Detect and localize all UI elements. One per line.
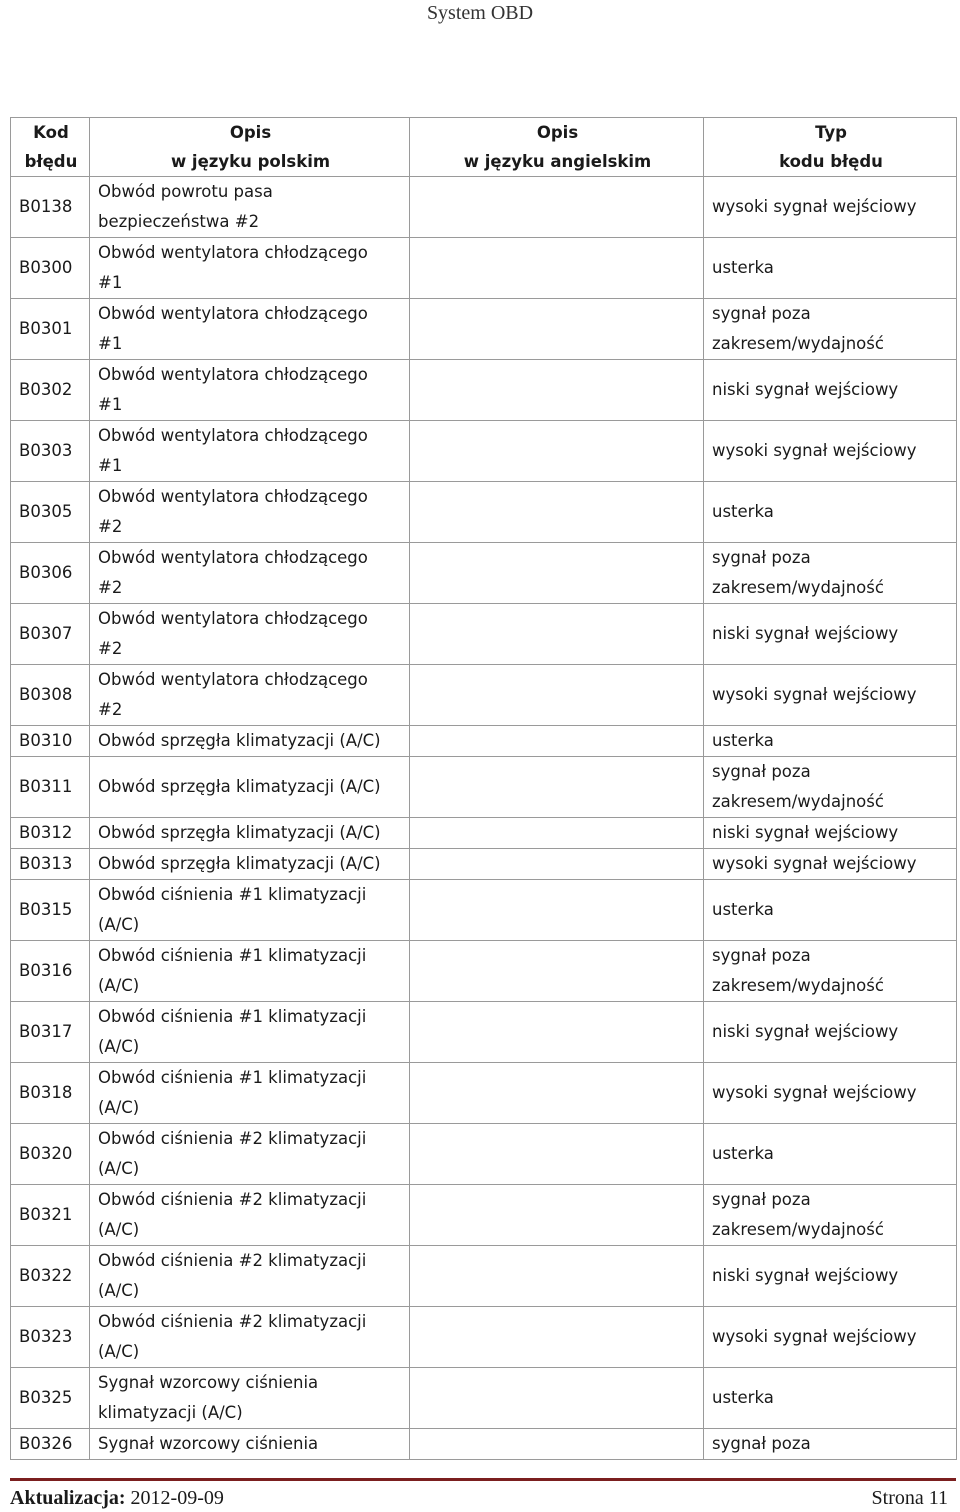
cell-error-type: niski sygnał wejściowy bbox=[704, 1246, 957, 1307]
table-row bbox=[11, 299, 957, 360]
table-row bbox=[11, 604, 957, 665]
cell-description-en bbox=[410, 818, 704, 849]
cell-error-type: wysoki sygnał wejściowy bbox=[704, 1063, 957, 1124]
header-pl-line2: w języku polskim bbox=[170, 152, 331, 171]
cell-code: B0300 bbox=[11, 238, 90, 299]
cell-description-en bbox=[410, 665, 704, 726]
cell-description-en bbox=[410, 1002, 704, 1063]
table-row bbox=[11, 1185, 957, 1246]
table-row bbox=[11, 726, 957, 757]
cell-description-en bbox=[410, 299, 704, 360]
cell-description-en bbox=[410, 1368, 704, 1429]
footer-page-number: Strona 11 bbox=[871, 1487, 948, 1509]
table-row bbox=[11, 818, 957, 849]
footer-update-label: Aktualizacja: bbox=[10, 1487, 126, 1509]
cell-description-pl: Obwód wentylatora chłodzącego #2 bbox=[90, 482, 410, 543]
header-description-en bbox=[410, 118, 704, 177]
cell-error-type: niski sygnał wejściowy bbox=[704, 818, 957, 849]
header-en-line2: w języku angielskim bbox=[463, 152, 652, 171]
table-row bbox=[11, 757, 957, 818]
cell-error-type: wysoki sygnał wejściowy bbox=[704, 1307, 957, 1368]
cell-description-en bbox=[410, 177, 704, 238]
cell-error-type: sygnał poza zakresem/wydajność bbox=[704, 941, 957, 1002]
cell-description-en bbox=[410, 360, 704, 421]
header-description-pl bbox=[90, 118, 410, 177]
cell-description-pl: Obwód ciśnienia #2 klimatyzacji (A/C) bbox=[90, 1307, 410, 1368]
cell-description-en bbox=[410, 1429, 704, 1460]
header-code-line1: Kod bbox=[33, 123, 69, 142]
cell-description-pl: Obwód ciśnienia #1 klimatyzacji (A/C) bbox=[90, 880, 410, 941]
cell-description-pl: Sygnał wzorcowy ciśnienia bbox=[90, 1429, 410, 1460]
cell-error-type: wysoki sygnał wejściowy bbox=[704, 177, 957, 238]
cell-description-en bbox=[410, 543, 704, 604]
cell-description-en bbox=[410, 941, 704, 1002]
cell-error-type: sygnał poza bbox=[704, 1429, 957, 1460]
cell-description-pl: Obwód ciśnienia #1 klimatyzacji (A/C) bbox=[90, 941, 410, 1002]
table-row bbox=[11, 1368, 957, 1429]
cell-code: B0321 bbox=[11, 1185, 90, 1246]
table-row bbox=[11, 1063, 957, 1124]
table-body bbox=[11, 177, 957, 1460]
cell-description-pl: Obwód ciśnienia #1 klimatyzacji (A/C) bbox=[90, 1002, 410, 1063]
cell-description-en bbox=[410, 757, 704, 818]
cell-code: B0301 bbox=[11, 299, 90, 360]
table-row bbox=[11, 1246, 957, 1307]
cell-error-type: usterka bbox=[704, 482, 957, 543]
table-header-row bbox=[11, 118, 957, 177]
cell-description-en bbox=[410, 604, 704, 665]
cell-code: B0305 bbox=[11, 482, 90, 543]
cell-description-pl: Obwód sprzęgła klimatyzacji (A/C) bbox=[90, 849, 410, 880]
cell-error-type: usterka bbox=[704, 238, 957, 299]
header-en-line1: Opis bbox=[536, 123, 579, 142]
cell-code: B0325 bbox=[11, 1368, 90, 1429]
cell-description-en bbox=[410, 880, 704, 941]
cell-error-type: usterka bbox=[704, 880, 957, 941]
cell-code: B0317 bbox=[11, 1002, 90, 1063]
cell-description-pl: Obwód ciśnienia #2 klimatyzacji (A/C) bbox=[90, 1185, 410, 1246]
cell-description-pl: Obwód powrotu pasa bezpieczeństwa #2 bbox=[90, 177, 410, 238]
cell-description-pl: Obwód ciśnienia #2 klimatyzacji (A/C) bbox=[90, 1124, 410, 1185]
cell-code: B0302 bbox=[11, 360, 90, 421]
cell-code: B0318 bbox=[11, 1063, 90, 1124]
cell-description-pl: Obwód wentylatora chłodzącego #1 bbox=[90, 299, 410, 360]
table-row bbox=[11, 941, 957, 1002]
cell-description-pl: Obwód wentylatora chłodzącego #2 bbox=[90, 665, 410, 726]
header-type-line1: Typ bbox=[815, 123, 847, 142]
cell-description-pl: Obwód wentylatora chłodzącego #2 bbox=[90, 543, 410, 604]
cell-description-en bbox=[410, 421, 704, 482]
header-code-line2: błędu bbox=[24, 152, 78, 171]
table-row bbox=[11, 543, 957, 604]
cell-description-en bbox=[410, 1307, 704, 1368]
table-row bbox=[11, 1002, 957, 1063]
header-pl-line1: Opis bbox=[229, 123, 272, 142]
table-row bbox=[11, 1429, 957, 1460]
cell-error-type: usterka bbox=[704, 1124, 957, 1185]
table-row bbox=[11, 665, 957, 726]
cell-description-en bbox=[410, 1246, 704, 1307]
cell-code: B0320 bbox=[11, 1124, 90, 1185]
cell-description-en bbox=[410, 238, 704, 299]
cell-code: B0313 bbox=[11, 849, 90, 880]
cell-description-pl: Obwód wentylatora chłodzącego #1 bbox=[90, 360, 410, 421]
table-row bbox=[11, 238, 957, 299]
footer-update bbox=[10, 1487, 224, 1510]
cell-code: B0326 bbox=[11, 1429, 90, 1460]
cell-description-en bbox=[410, 482, 704, 543]
table-row bbox=[11, 421, 957, 482]
cell-error-type: sygnał poza zakresem/wydajność bbox=[704, 757, 957, 818]
cell-code: B0315 bbox=[11, 880, 90, 941]
cell-code: B0311 bbox=[11, 757, 90, 818]
cell-code: B0323 bbox=[11, 1307, 90, 1368]
cell-code: B0316 bbox=[11, 941, 90, 1002]
table-row bbox=[11, 849, 957, 880]
cell-description-en bbox=[410, 1185, 704, 1246]
cell-error-type: wysoki sygnał wejściowy bbox=[704, 665, 957, 726]
table-row bbox=[11, 482, 957, 543]
cell-description-en bbox=[410, 849, 704, 880]
cell-code: B0312 bbox=[11, 818, 90, 849]
cell-description-pl: Obwód wentylatora chłodzącego #2 bbox=[90, 604, 410, 665]
cell-error-type: sygnał poza zakresem/wydajność bbox=[704, 1185, 957, 1246]
obd-code-table bbox=[10, 117, 957, 1460]
cell-error-type: sygnał poza zakresem/wydajność bbox=[704, 543, 957, 604]
cell-description-en bbox=[410, 726, 704, 757]
cell-description-en bbox=[410, 1124, 704, 1185]
table-row bbox=[11, 360, 957, 421]
table-row bbox=[11, 1307, 957, 1368]
cell-error-type: wysoki sygnał wejściowy bbox=[704, 421, 957, 482]
header-type-line2: kodu błędu bbox=[779, 152, 883, 171]
footer-divider bbox=[10, 1478, 956, 1481]
header-type bbox=[704, 118, 957, 177]
cell-error-type: niski sygnał wejściowy bbox=[704, 604, 957, 665]
table-row bbox=[11, 1124, 957, 1185]
cell-description-pl: Sygnał wzorcowy ciśnienia klimatyzacji (A/C) bbox=[90, 1368, 410, 1429]
cell-description-pl: Obwód sprzęgła klimatyzacji (A/C) bbox=[90, 757, 410, 818]
cell-description-pl: Obwód sprzęgła klimatyzacji (A/C) bbox=[90, 726, 410, 757]
cell-description-pl: Obwód wentylatora chłodzącego #1 bbox=[90, 421, 410, 482]
cell-code: B0308 bbox=[11, 665, 90, 726]
cell-code: B0310 bbox=[11, 726, 90, 757]
cell-error-type: sygnał poza zakresem/wydajność bbox=[704, 299, 957, 360]
cell-error-type: usterka bbox=[704, 1368, 957, 1429]
cell-code: B0322 bbox=[11, 1246, 90, 1307]
cell-description-en bbox=[410, 1063, 704, 1124]
cell-description-pl: Obwód wentylatora chłodzącego #1 bbox=[90, 238, 410, 299]
cell-code: B0307 bbox=[11, 604, 90, 665]
cell-code: B0138 bbox=[11, 177, 90, 238]
cell-code: B0303 bbox=[11, 421, 90, 482]
footer-update-date: 2012-09-09 bbox=[130, 1487, 224, 1509]
table-row bbox=[11, 880, 957, 941]
cell-error-type: wysoki sygnał wejściowy bbox=[704, 849, 957, 880]
cell-description-pl: Obwód ciśnienia #1 klimatyzacji (A/C) bbox=[90, 1063, 410, 1124]
cell-description-pl: Obwód sprzęgła klimatyzacji (A/C) bbox=[90, 818, 410, 849]
cell-code: B0306 bbox=[11, 543, 90, 604]
cell-error-type: niski sygnał wejściowy bbox=[704, 1002, 957, 1063]
header-code bbox=[11, 118, 90, 177]
cell-description-pl: Obwód ciśnienia #2 klimatyzacji (A/C) bbox=[90, 1246, 410, 1307]
cell-error-type: niski sygnał wejściowy bbox=[704, 360, 957, 421]
table-row bbox=[11, 177, 957, 238]
page-title: System OBD bbox=[426, 2, 534, 24]
cell-error-type: usterka bbox=[704, 726, 957, 757]
